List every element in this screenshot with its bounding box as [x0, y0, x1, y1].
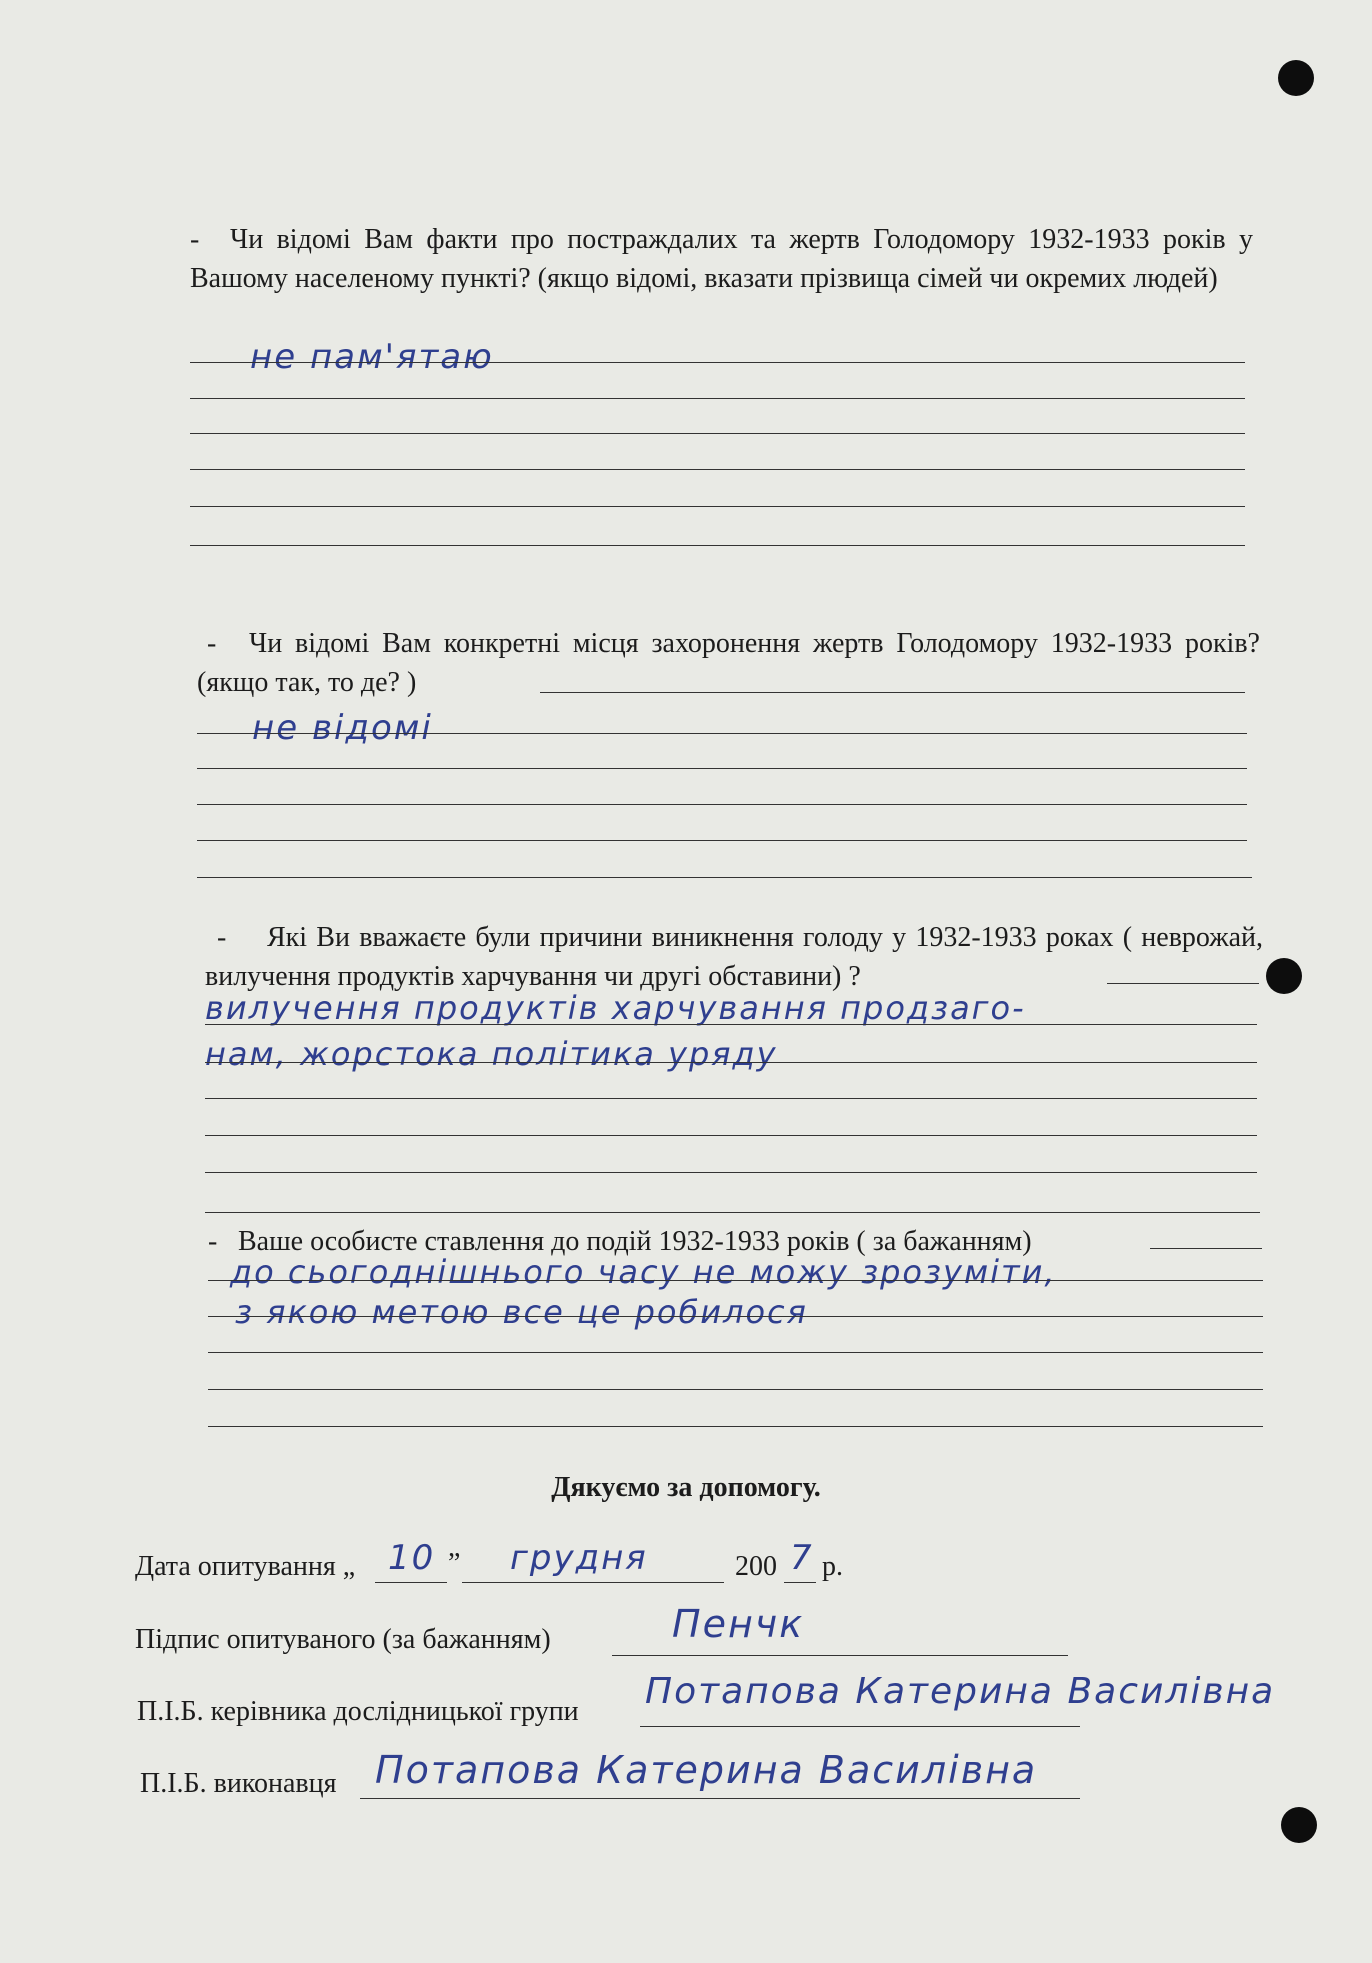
answer-line [205, 1172, 1257, 1173]
answer-line [1150, 1248, 1262, 1249]
question-2: - Чи відомі Вам конкретні місця захоронення жертв Голодомору 1932-1933 років? (якщо так, то де? ) [197, 628, 1260, 698]
answer-line [190, 469, 1245, 470]
question-1-text: Чи відомі Вам факти про постраждалих та жертв Голодомору 1932-1933 років у Вашому населеному пункті? (якщо відомі, вказати прізвища сімей чи окремих людей) [190, 224, 1253, 294]
date-year-unit: р. [822, 1551, 843, 1582]
answer-line [205, 1024, 1257, 1025]
question-2-text: Чи відомі Вам конкретні місця захоронення жертв Голодомору 1932-1933 років? (якщо так, то де? ) [197, 628, 1260, 698]
date-day-value: 10 [388, 1538, 436, 1578]
answer-line [190, 362, 1245, 363]
date-year-line [784, 1582, 816, 1583]
question-1: - Чи відомі Вам факти про постраждалих та жертв Голодомору 1932-1933 років у Вашому населеному пункті? (якщо відомі, вказати прізвища сімей чи окремих людей) [190, 224, 1253, 294]
answer-line [197, 804, 1247, 805]
signature-value: Пенчк [672, 1602, 805, 1646]
question-4-text: Ваше особисте ставлення до подій 1932-1933 років ( за бажанням) [238, 1226, 1032, 1257]
answer-line [205, 1135, 1257, 1136]
answer-line [205, 1062, 1257, 1063]
answer-line [1107, 983, 1259, 984]
thanks-heading: Дякуємо за допомогу. [551, 1472, 821, 1503]
answer-line [208, 1426, 1263, 1427]
date-label: Дата опитування [135, 1551, 336, 1582]
answer-line [205, 1212, 1260, 1213]
date-open-quote: „ [342, 1551, 356, 1582]
date-year-prefix: 200 [735, 1551, 777, 1582]
date-close-quote: ” [448, 1548, 461, 1579]
leader-line [640, 1726, 1080, 1727]
answer-line [208, 1352, 1263, 1353]
question-4: - Ваше особисте ставлення до подій 1932-1933 років ( за бажанням) [208, 1226, 1032, 1257]
answer-line [197, 877, 1252, 878]
leader-label: П.І.Б. керівника дослідницької групи [137, 1696, 579, 1727]
leader-value: Потапова Катерина Василівна [645, 1671, 1276, 1712]
answer-line [540, 692, 1245, 693]
answer-line [190, 545, 1245, 546]
signature-line [612, 1655, 1068, 1656]
question-3: - Які Ви вважаєте були причини виникнення голоду у 1932-1933 роках ( неврожай, вилучення продуктів харчування чи другі обставини) ? [205, 922, 1263, 992]
signature-label: Підпис опитуваного (за бажанням) [135, 1624, 551, 1655]
answer-line [208, 1389, 1263, 1390]
punch-hole-middle [1266, 958, 1302, 994]
date-day-line [375, 1582, 447, 1583]
answer-2-line-1: не відомі [252, 708, 433, 748]
answer-line [197, 840, 1247, 841]
date-year-value: 7 [790, 1538, 814, 1578]
answer-4-line-2: з якою метою все це робилося [235, 1293, 808, 1331]
survey-date-row [135, 1551, 355, 1583]
punch-hole-bottom [1281, 1807, 1317, 1843]
answer-line [208, 1316, 1263, 1317]
date-month-value: грудня [510, 1538, 648, 1578]
answer-3-line-1: вилучення продуктів харчування продзаго- [205, 989, 1026, 1027]
answer-line [205, 1098, 1257, 1099]
answer-line [197, 733, 1247, 734]
executor-line [360, 1798, 1080, 1799]
punch-hole-top [1278, 60, 1314, 96]
answer-line [197, 768, 1247, 769]
answer-line [190, 398, 1245, 399]
answer-4-line-1: до сьогоднішнього часу не можу зрозуміти, [230, 1253, 1057, 1291]
executor-label: П.І.Б. виконавця [140, 1768, 337, 1799]
answer-line [190, 433, 1245, 434]
executor-value: Потапова Катерина Василівна [375, 1748, 1038, 1792]
answer-line [190, 506, 1245, 507]
date-month-line [462, 1582, 724, 1583]
answer-line [208, 1280, 1263, 1281]
answer-1-line-1: не пам'ятаю [250, 337, 494, 377]
question-3-text: Які Ви вважаєте були причини виникнення голоду у 1932-1933 роках ( неврожай, вилучення продуктів харчування чи другі обставини) ? [205, 922, 1263, 992]
answer-3-line-2: нам, жорстока політика уряду [205, 1035, 778, 1073]
